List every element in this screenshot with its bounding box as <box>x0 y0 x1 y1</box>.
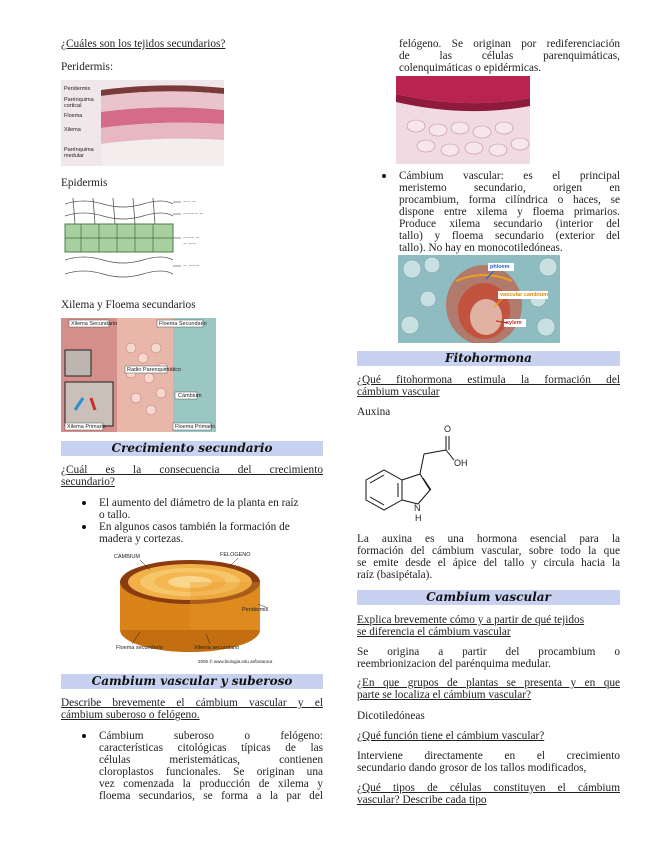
peridermis-micrograph <box>61 80 224 166</box>
atom-n: N <box>414 503 421 513</box>
answer-auxina: Auxina <box>357 406 391 418</box>
vascular-cambium-micrograph <box>398 255 560 343</box>
paragraph-auxina: La auxina es una hormona esencial para la formación del cámbium vascular, sobre todo la que se emite desde el ápice del tallo y circula hacia la raíz (basipétala). <box>357 533 620 581</box>
label-floema-secundario: Floema Secundario <box>159 321 207 327</box>
question-explica: Explica brevemente cómo y a partir de qué tejidos se diferencia el cámbium vascular <box>357 614 585 638</box>
label-xylem: xylem <box>506 320 522 326</box>
list-crecimiento <box>61 497 323 545</box>
label-trunk-cambium: CAMBIUM <box>114 554 140 560</box>
label-phloem: phloem <box>490 264 510 270</box>
list-item: El aumento del diámetro de la planta en raíz o tallo. <box>61 497 323 521</box>
question-funcion: ¿Qué función tiene el cámbium vascular? <box>357 730 545 742</box>
atom-o: O <box>444 424 452 434</box>
list-item: Cámbium vascular: es el principal meristemo secundario, origen en procambium, forma cilíndrica o haces, se dispone entre xilema y floema primarios. Produce xilema secundario (interior del tallo) y floema secundario (exterior del tallo). No hay en monocotiledóneas. <box>361 170 620 254</box>
label-radio-parenquimatico: Radio Parenquimático <box>127 367 182 373</box>
list-cambium-vascular <box>361 170 620 254</box>
answer-grupos: Dicotiledóneas <box>357 710 425 722</box>
label-trunk-credit: 2005 © www.biologia.edu.ar/botanica <box>198 659 273 664</box>
trunk-cross-section-illustration <box>110 552 280 667</box>
felogeno-micrograph <box>396 76 530 164</box>
section-fitohormona: Fitohormona <box>357 351 620 366</box>
answer-explica: Se origina a partir del procambium o reembrionizacion del parénquima medular. <box>357 646 620 670</box>
label-xilema-primario: Xilema Primario <box>67 424 106 430</box>
question-describe: Describe brevemente el cámbium vascular y el cámbium suberoso o felógeno. <box>61 697 323 721</box>
section-cambium-vascular-suberoso: Cambium vascular y suberoso <box>61 674 323 689</box>
svg-text:~~ ~: ~~ ~ <box>183 200 196 205</box>
svg-text:~ ~~~: ~ ~~~ <box>183 264 200 269</box>
label-trunk-felogeno: FELOGENO <box>220 552 251 558</box>
label-trunk-peridermis: Peridermis <box>242 607 269 613</box>
question-tejidos: ¿Cuáles son los tejidos secundarios? <box>61 38 226 50</box>
section-crecimiento-secundario: Crecimiento secundario <box>61 441 323 456</box>
label-cambium: Cámbium <box>178 393 202 399</box>
list-item: En algunos casos también la formación de madera y cortezas. <box>61 521 323 545</box>
atom-oh: OH <box>454 458 468 468</box>
svg-text:~~~ ~: ~~~ ~ <box>183 236 200 241</box>
question-fitohormona: ¿Qué fitohormona estimula la formación del cámbium vascular <box>357 374 620 398</box>
atom-h: H <box>415 513 422 523</box>
label-trunk-xilema-secundario: Xilema secundario <box>194 645 240 651</box>
list-item: Cámbium suberoso o felógeno: características citológicas típicas de las células meristemáticas, contienen cloroplastos funcionales. Se originan una vez comenzada la producción de xilema y floema secundarios, se forma a la par del <box>61 730 323 802</box>
svg-text:~~~~ ~: ~~~~ ~ <box>183 212 204 217</box>
list-suberoso <box>61 730 323 802</box>
label-parenquima-medular: Parénquima medular <box>64 147 94 159</box>
svg-text:~ ~~: ~ ~~ <box>183 242 196 247</box>
xilema-floema-micrograph <box>61 318 216 432</box>
question-grupos: ¿En que grupos de plantas se presenta y en que parte se localiza el cámbium vascular? <box>357 677 620 701</box>
label-vascular-cambium: vascular cambium <box>500 292 548 298</box>
label-epidermis: Epidermis <box>61 177 108 189</box>
label-peridermis-layer: Peridermis <box>64 86 91 92</box>
label-floema: Floema <box>64 113 83 119</box>
label-xilema: Xilema <box>64 127 81 133</box>
section-cambium-vascular: Cambium vascular <box>357 590 620 605</box>
label-peridermis: Peridermis: <box>61 61 114 73</box>
label-floema-primario: Floema Primario <box>175 424 216 430</box>
label-trunk-floema-secundario: Floema secundario <box>116 645 163 651</box>
epidermis-illustration <box>63 194 213 282</box>
question-consecuencia: ¿Cuál es la consecuencia del crecimiento secundario? <box>61 464 323 488</box>
label-parenquima-cortical: Parénquima cortical <box>64 97 94 109</box>
paragraph-felogeno-continuation: felógeno. Se originan por rediferenciación de las células parenquimáticas, colenquimáticas o epidérmicas. <box>399 38 620 74</box>
label-xilema-floema: Xilema y Floema secundarios <box>61 299 196 311</box>
label-xilema-secundario: Xilema Secundario <box>71 321 118 327</box>
answer-funcion: Interviene directamente en el crecimiento secundario dando grosor de los tallos modificados, <box>357 750 620 774</box>
auxin-molecule-diagram <box>358 424 478 526</box>
question-tipos: ¿Qué tipos de células constituyen el cámbium vascular? Describe cada tipo <box>357 782 620 806</box>
